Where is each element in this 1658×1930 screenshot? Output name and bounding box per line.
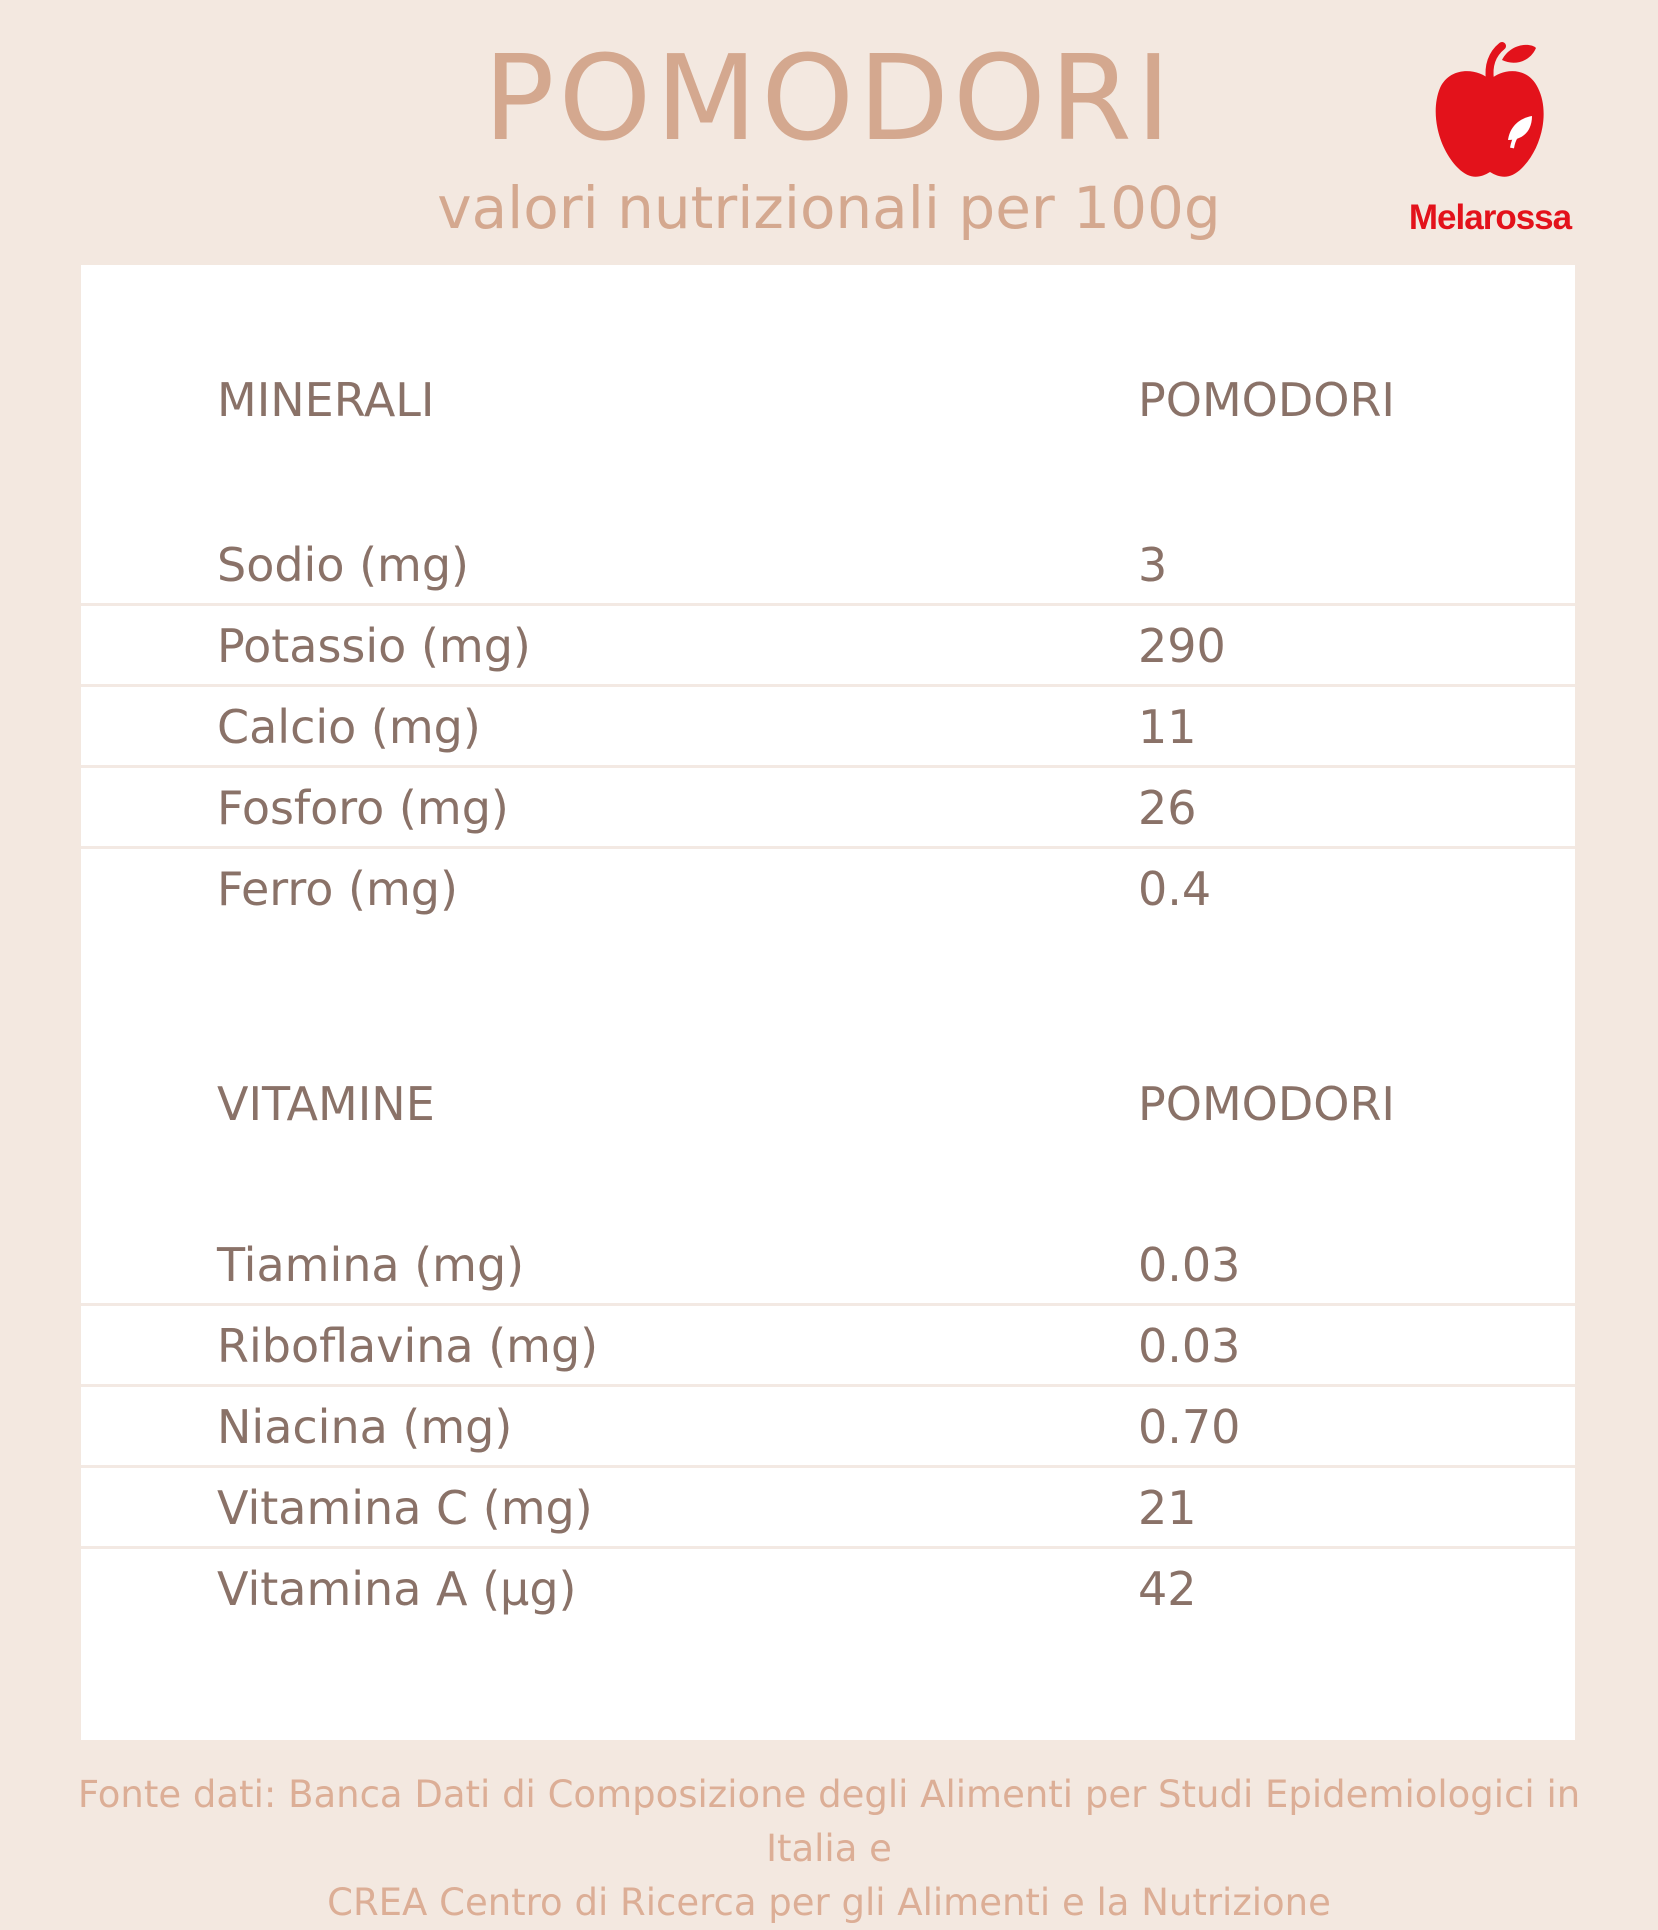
minerals-header-value: POMODORI bbox=[1138, 373, 1395, 427]
nutrition-table-card bbox=[81, 265, 1575, 1740]
vitamins-header-value: POMODORI bbox=[1138, 1077, 1395, 1131]
apple-icon bbox=[1430, 40, 1550, 190]
vitamins-header-label: VITAMINE bbox=[217, 1077, 435, 1131]
nutrient-label: Vitamina C (mg) bbox=[217, 1481, 593, 1535]
vitamins-header-row bbox=[81, 1069, 1575, 1139]
nutrient-label: Potassio (mg) bbox=[217, 619, 531, 673]
source-line-2: CREA Centro di Ricerca per gli Alimenti e la Nutrizione bbox=[327, 1881, 1331, 1924]
brand-name: Melarossa bbox=[1408, 198, 1572, 237]
page-subtitle: valori nutrizionali per 100g bbox=[437, 174, 1221, 242]
minerals-header-row bbox=[81, 365, 1575, 435]
nutrient-label: Tiamina (mg) bbox=[217, 1238, 525, 1292]
table-row bbox=[81, 849, 1575, 930]
nutrient-label: Fosforo (mg) bbox=[217, 781, 509, 835]
table-row bbox=[81, 525, 1575, 606]
table-row bbox=[81, 1468, 1575, 1549]
nutrient-label: Riboflavina (mg) bbox=[217, 1319, 599, 1373]
nutrient-value: 3 bbox=[1138, 538, 1168, 592]
nutrient-value: 290 bbox=[1138, 619, 1226, 673]
table-row bbox=[81, 1225, 1575, 1306]
nutrient-label: Niacina (mg) bbox=[217, 1400, 513, 1454]
nutrient-value: 0.4 bbox=[1138, 862, 1212, 916]
table-row bbox=[81, 606, 1575, 687]
nutrient-label: Ferro (mg) bbox=[217, 862, 458, 916]
table-row bbox=[81, 687, 1575, 768]
nutrient-label: Sodio (mg) bbox=[217, 538, 469, 592]
nutrient-value: 42 bbox=[1138, 1562, 1197, 1616]
page-title: POMODORI bbox=[483, 29, 1175, 167]
table-row bbox=[81, 768, 1575, 849]
nutrient-value: 0.03 bbox=[1138, 1319, 1241, 1373]
source-line-1: Fonte dati: Banca Dati di Composizione degli Alimenti per Studi Epidemiologici in Italia e bbox=[77, 1773, 1581, 1870]
brand-logo bbox=[1400, 40, 1580, 240]
nutrient-label: Vitamina A (µg) bbox=[217, 1562, 577, 1616]
table-row bbox=[81, 1387, 1575, 1468]
table-row bbox=[81, 1306, 1575, 1387]
nutrient-value: 0.70 bbox=[1138, 1400, 1241, 1454]
nutrient-value: 11 bbox=[1138, 700, 1197, 754]
nutrient-value: 21 bbox=[1138, 1481, 1197, 1535]
minerals-header-label: MINERALI bbox=[217, 373, 435, 427]
nutrient-label: Calcio (mg) bbox=[217, 700, 481, 754]
nutrient-value: 26 bbox=[1138, 781, 1197, 835]
data-source-note bbox=[60, 1768, 1598, 1930]
table-row bbox=[81, 1549, 1575, 1630]
nutrient-value: 0.03 bbox=[1138, 1238, 1241, 1292]
